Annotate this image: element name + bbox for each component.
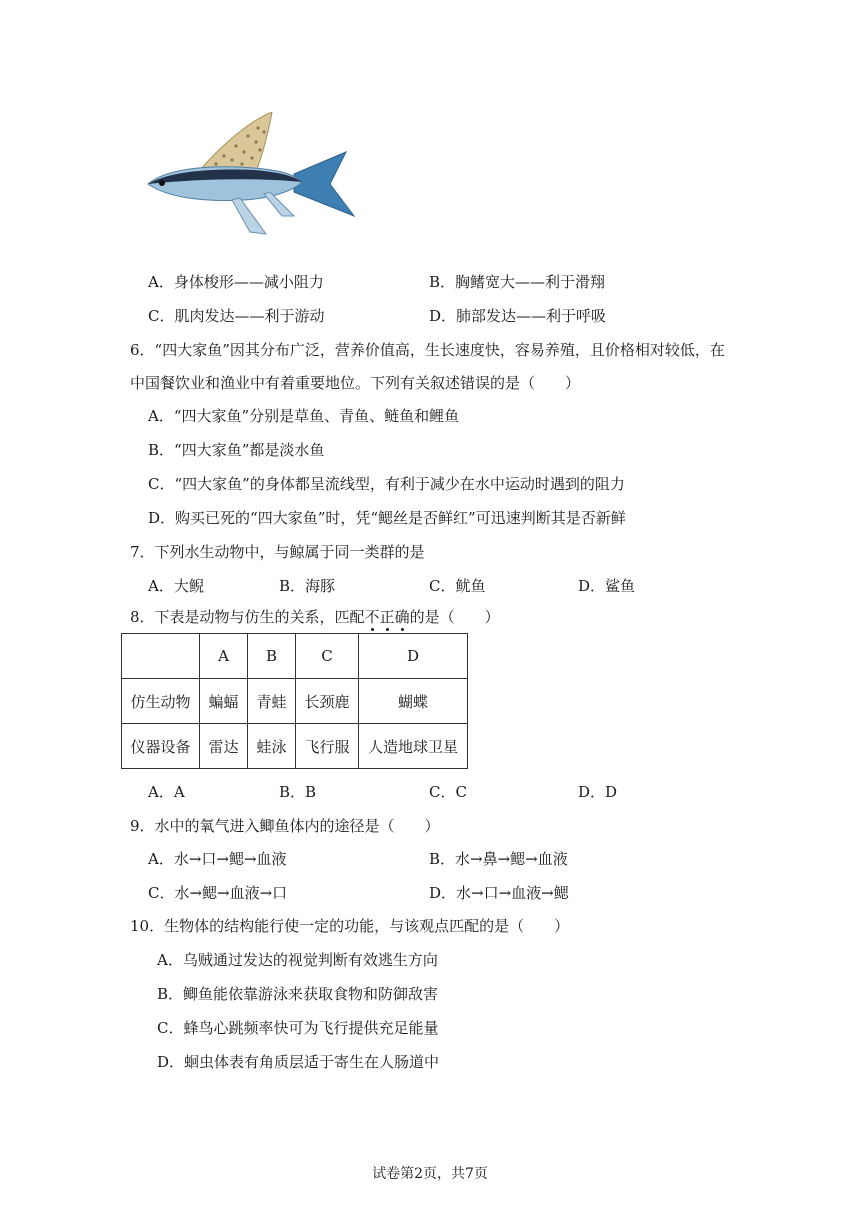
emphasis-char-text: 确: [394, 608, 410, 626]
emphasis-dot: [371, 628, 374, 631]
q8-option-d: D．D: [578, 783, 618, 801]
q9-option-b: B．水→鼻→鳃→血液: [429, 850, 568, 868]
table-cell: 蝙蝠: [200, 679, 248, 724]
emphasis-dot: [401, 628, 404, 631]
table-cell: [122, 634, 200, 679]
flying-fish-image: [144, 112, 356, 238]
table-row: [122, 724, 468, 769]
table-row: [122, 679, 468, 724]
table-cell: 长颈鹿: [296, 679, 359, 724]
q9-option-c: C．水→鳃→血液→口: [148, 884, 288, 902]
q10-stem: 10．生物体的结构能行使一定的功能，与该观点匹配的是（ ）: [130, 917, 570, 935]
q5-option-b: B．胸鳍宽大——利于滑翔: [429, 273, 606, 291]
q6-stem-line2: 中国餐饮业和渔业中有着重要地位。下列有关叙述错误的是（ ）: [130, 374, 581, 392]
table-cell: 仿生动物: [122, 679, 200, 724]
table-cell: 青蛙: [248, 679, 296, 724]
bionics-table: [121, 633, 468, 769]
q6-option-c: C．“四大家鱼”的身体都呈流线型，有利于减少在水中运动时遇到的阻力: [148, 475, 625, 493]
emphasis-dot: [386, 628, 389, 631]
q9-stem: 9．水中的氧气进入鲫鱼体内的途径是（ ）: [130, 817, 440, 835]
q9-option-a: A．水→口→鳃→血液: [148, 850, 287, 868]
emphasis-char: [395, 608, 410, 626]
table-cell: A: [200, 634, 248, 679]
q8-option-b: B．B: [279, 783, 317, 801]
table-cell: C: [296, 634, 359, 679]
table-cell: 雷达: [200, 724, 248, 769]
emphasis-char-text: 正: [379, 608, 395, 626]
table-cell: 人造地球卫星: [359, 724, 468, 769]
q8-option-c: C．C: [429, 783, 467, 801]
table-cell: 仪器设备: [122, 724, 200, 769]
q5-option-c: C．肌肉发达——利于游动: [148, 307, 325, 325]
q5-option-d: D．肺部发达——利于呼吸: [429, 307, 607, 325]
q6-option-a: A．“四大家鱼”分别是草鱼、青鱼、鲢鱼和鲤鱼: [148, 407, 460, 425]
q10-option-c: C．蜂鸟心跳频率快可为飞行提供充足能量: [157, 1019, 439, 1037]
page-footer: 试卷第2页，共7页: [372, 1166, 488, 1182]
q7-option-c: C．鱿鱼: [429, 577, 486, 595]
q8-stem-after: 的是（ ）: [409, 608, 500, 626]
table-row: [122, 634, 468, 679]
emphasis-char: [380, 608, 395, 626]
q10-option-b: B．鲫鱼能依靠游泳来获取食物和防御敌害: [157, 985, 439, 1003]
q6-option-d: D．购买已死的“四大家鱼”时，凭“鳃丝是否鲜红”可迅速判断其是否新鲜: [148, 509, 626, 527]
q8-option-a: A．A: [148, 783, 185, 801]
table-cell: 蛙泳: [248, 724, 296, 769]
q7-stem: 7．下列水生动物中，与鲸属于同一类群的是: [130, 543, 425, 561]
q8-stem: [130, 606, 500, 627]
q7-option-b: B．海豚: [279, 577, 336, 595]
table-cell: 蝴蝶: [359, 679, 468, 724]
table-cell: 飞行服: [296, 724, 359, 769]
emphasis-char-text: 不: [364, 608, 380, 626]
q8-stem-before: 8．下表是动物与仿生的关系，匹配: [130, 608, 365, 626]
q10-option-d: D．蛔虫体表有角质层适于寄生在人肠道中: [157, 1053, 440, 1071]
table-cell: D: [359, 634, 468, 679]
q7-option-a: A．大鲵: [148, 577, 204, 595]
emphasis-char: [365, 608, 380, 626]
table-cell: B: [248, 634, 296, 679]
q10-option-a: A．乌贼通过发达的视觉判断有效逃生方向: [157, 951, 438, 969]
q9-option-d: D．水→口→血液→鳃: [429, 884, 569, 902]
q7-option-d: D．鲨鱼: [578, 577, 636, 595]
q5-option-a: A．身体梭形——减小阻力: [148, 273, 324, 291]
q6-stem-line1: 6．“四大家鱼”因其分布广泛，营养价值高，生长速度快，容易养殖，且价格相对较低，在: [130, 341, 725, 359]
q6-option-b: B．“四大家鱼”都是淡水鱼: [148, 441, 325, 459]
